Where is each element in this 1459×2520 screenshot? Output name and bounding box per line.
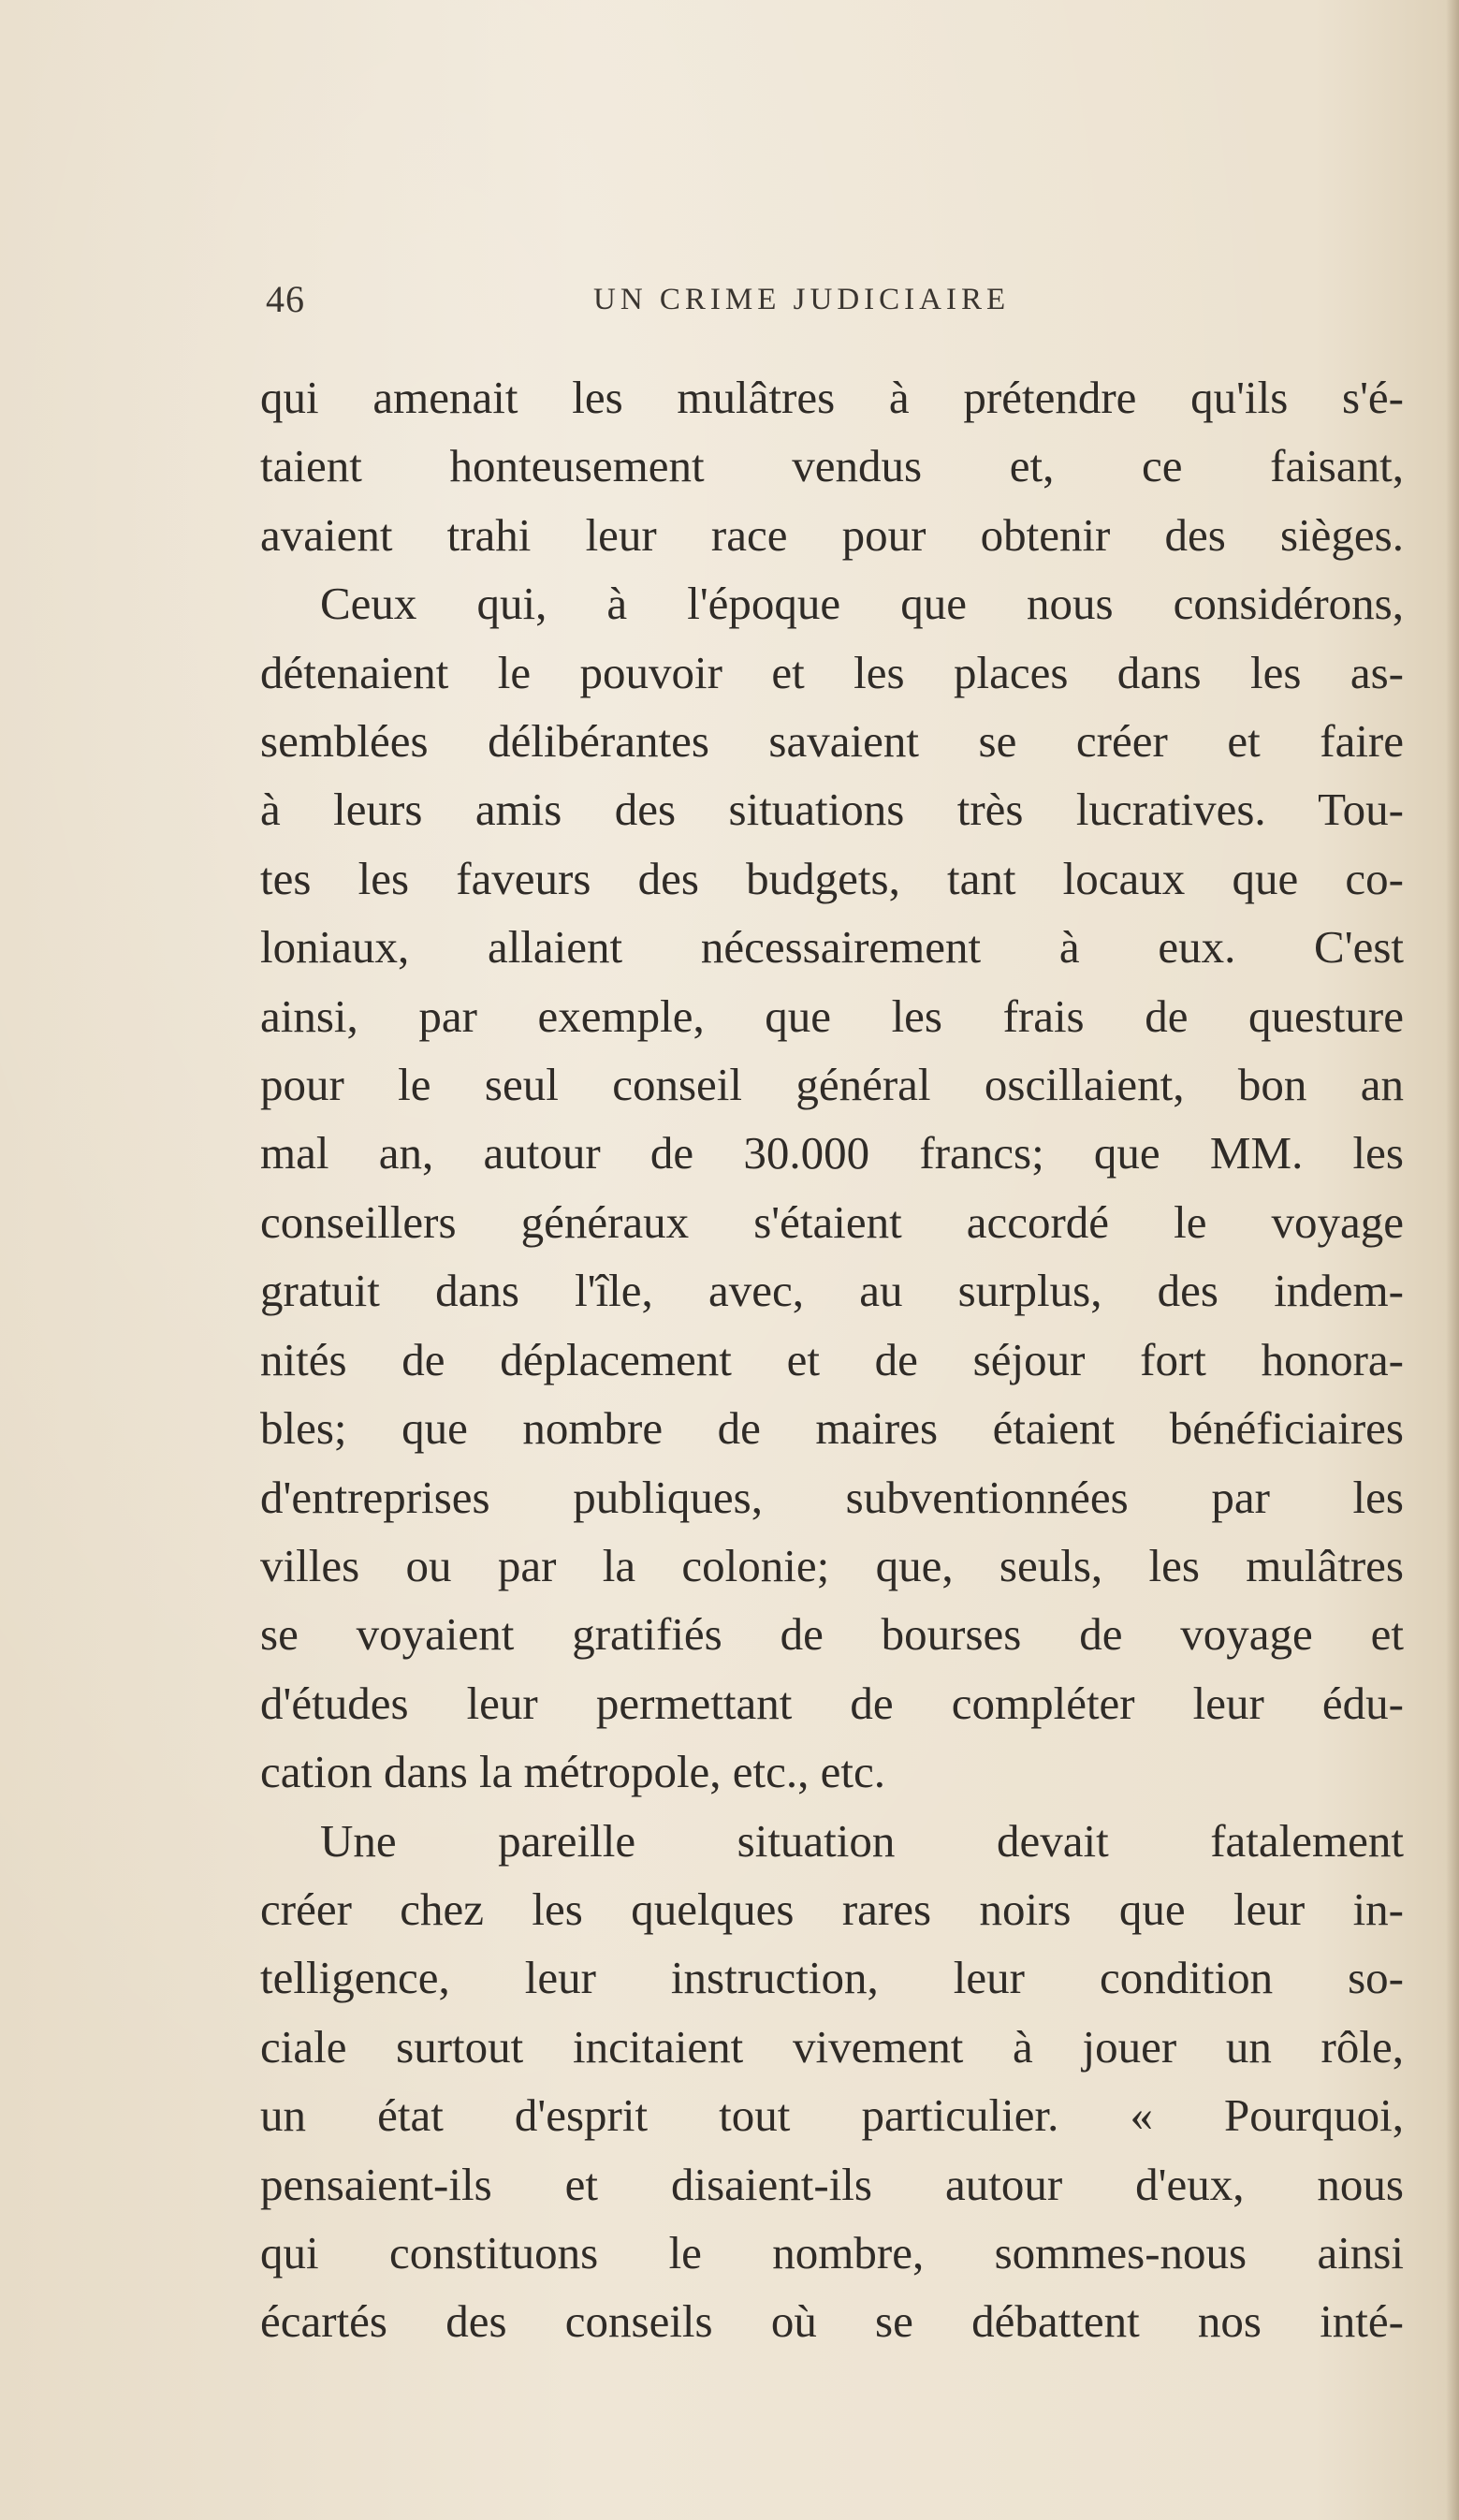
text-line: détenaient le pouvoir et les places dans les as- (260, 646, 1404, 698)
text-line: Une pareille situation devait fatalement (320, 1814, 1404, 1867)
text-line: taient honteusement vendus et, ce faisant, (260, 440, 1404, 492)
text-line: tes les faveurs des budgets, tant locaux que co- (260, 852, 1404, 904)
text-line: semblées délibérantes savaient se créer et faire (260, 715, 1404, 768)
text-line: conseillers généraux s'étaient accordé le voyage (260, 1195, 1404, 1248)
running-title: UN CRIME JUDICIAIRE (593, 283, 1011, 316)
text-line: pour le seul conseil général oscillaient, bon an (260, 1059, 1404, 1111)
text-line: villes ou par la colonie; que, seuls, les mulâtres (260, 1539, 1404, 1591)
page-header (266, 277, 1411, 333)
paragraph-2 (260, 569, 1404, 1806)
text-line: créer chez les quelques rares noirs que leur in- (260, 1883, 1404, 1935)
text-line: un état d'esprit tout particulier. « Pourquoi, (260, 2089, 1404, 2142)
body-text (260, 363, 1404, 2356)
text-line: loniaux, allaient nécessairement à eux. C'est (260, 921, 1404, 974)
text-line: à leurs amis des situations très lucratives. Tou- (260, 784, 1404, 836)
text-line: cation dans la métropole, etc., etc. (260, 1746, 886, 1798)
text-line: nités de déplacement et de séjour fort honora- (260, 1333, 1404, 1385)
paragraph-1 (260, 363, 1404, 569)
text-line: ainsi, par exemple, que les frais de questure (260, 989, 1404, 1042)
text-line: avaient trahi leur race pour obtenir des sièges. (260, 508, 1404, 561)
page-number: 46 (266, 278, 305, 320)
text-line: telligence, leur instruction, leur condition so- (260, 1952, 1404, 2004)
text-line: qui amenait les mulâtres à prétendre qu'ils s'é- (260, 372, 1404, 423)
text-line: d'études leur permettant de compléter leur édu- (260, 1677, 1404, 1729)
text-line: écartés des conseils où se débattent nos inté- (260, 2295, 1404, 2348)
text-line: gratuit dans l'île, avec, au surplus, des indem- (260, 1265, 1404, 1317)
text-line: Ceux qui, à l'époque que nous considérons, (320, 578, 1404, 630)
text-line: ciale surtout incitaient vivement à jouer un rôle, (260, 2020, 1404, 2073)
text-line: d'entreprises publiques, subventionnées par les (260, 1471, 1404, 1523)
paragraph-3 (260, 1807, 1404, 2356)
text-line: bles; que nombre de maires étaient bénéficiaires (260, 1402, 1404, 1455)
text-line: qui constituons le nombre, sommes-nous ainsi (260, 2226, 1404, 2278)
text-line: pensaient-ils et disaient-ils autour d'eux, nous (260, 2158, 1404, 2210)
text-line: se voyaient gratifiés de bourses de voyage et (260, 1608, 1404, 1661)
text-line: mal an, autour de 30.000 francs; que MM. les (260, 1127, 1404, 1179)
page-edge-shadow (1446, 0, 1459, 2520)
